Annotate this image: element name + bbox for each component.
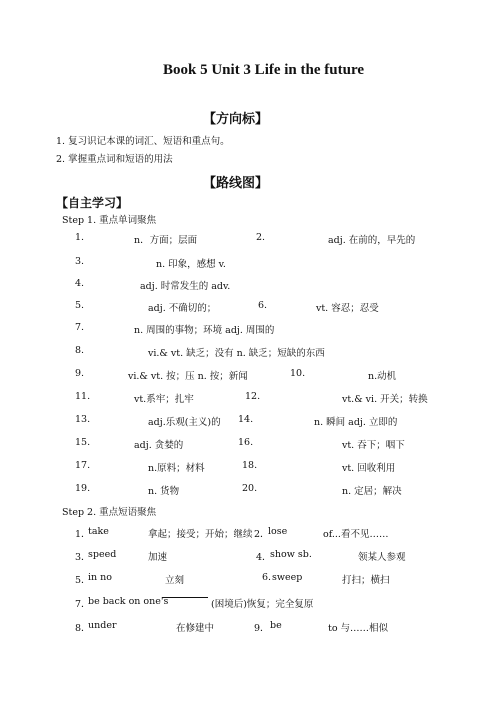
phrase-number: 4．: [256, 552, 272, 563]
vocab-number: 19.: [75, 483, 91, 494]
vocab-meaning: vt. 吞下；咽下: [342, 440, 405, 451]
phrase-number: 6.: [262, 572, 272, 583]
vocab-number: 1.: [75, 232, 85, 243]
vocab-number: 16.: [238, 437, 254, 448]
vocab-number: 15.: [75, 437, 91, 448]
vocab-meaning: vt. 回收利用: [342, 463, 396, 474]
phrase-word: be back on one's: [88, 596, 169, 607]
phrase-number: 7．: [75, 599, 91, 610]
vocab-meaning: adj. 贪婪的: [134, 440, 184, 451]
vocab-number: 17.: [75, 460, 91, 471]
phrase-word: be: [270, 620, 282, 631]
direction-heading: 【方向标】: [203, 112, 269, 127]
phrase-meaning: to 与……相似: [328, 623, 389, 634]
phrase-word: take: [88, 526, 109, 537]
vocab-number: 9.: [75, 368, 85, 379]
vocab-number: 14.: [238, 414, 254, 425]
roadmap-heading: 【路线图】: [203, 176, 269, 191]
vocab-meaning: n. 周围的事物；环境 adj. 周围的: [134, 325, 275, 336]
vocab-meaning: vi.& vt. 按；压 n. 按；新闻: [128, 371, 248, 382]
phrase-number: 2．: [254, 529, 270, 540]
step2-label: Step 2. 重点短语聚焦: [62, 507, 157, 518]
phrase-meaning: 在修建中: [176, 623, 215, 634]
phrase-meaning: 立刻: [165, 575, 185, 586]
vocab-number: 6.: [258, 300, 268, 311]
phrase-number: 3．: [75, 552, 91, 563]
phrase-word: in no: [88, 572, 113, 583]
vocab-number: 3.: [75, 256, 85, 267]
vocab-meaning: n.动机: [368, 371, 397, 382]
vocab-number: 8.: [75, 345, 85, 356]
phrase-meaning: 打扫；横扫: [342, 575, 390, 586]
vocab-meaning: n. 货物: [148, 486, 180, 497]
direction-item-2: 2. 掌握重点词和短语的用法: [56, 154, 173, 165]
phrase-meaning: 拿起；接受；开始；继续: [148, 529, 253, 540]
vocab-number: 4.: [75, 278, 85, 289]
phrase-word: speed: [88, 549, 117, 560]
answer-blank[interactable]: [162, 597, 208, 598]
vocab-number: 13.: [75, 414, 91, 425]
phrase-word: sweep: [272, 572, 303, 583]
vocab-number: 7.: [75, 322, 85, 333]
vocab-number: 5.: [75, 300, 85, 311]
phrase-meaning: 加速: [148, 552, 168, 563]
phrase-number: 8．: [75, 623, 91, 634]
vocab-meaning: vt.系牢；扎牢: [134, 394, 194, 405]
page-title: Book 5 Unit 3 Life in the future: [163, 62, 364, 78]
vocab-meaning: vt.& vi. 开关；转换: [342, 394, 428, 405]
vocab-meaning: n．方面；层面: [134, 235, 198, 246]
step1-label: Step 1. 重点单词聚焦: [62, 215, 157, 226]
phrase-word: show sb.: [270, 549, 312, 560]
phrase-word: lose: [268, 526, 288, 537]
vocab-number: 11.: [75, 391, 91, 402]
vocab-meaning: n.原料；材料: [148, 463, 205, 474]
vocab-number: 12.: [245, 391, 261, 402]
phrase-meaning: 领某人参观: [358, 552, 406, 563]
vocab-meaning: vt. 容忍；忍受: [316, 303, 379, 314]
phrase-number: 1．: [75, 529, 91, 540]
self-study-heading: 【自主学习】: [56, 196, 129, 210]
phrase-meaning: (困境后)恢复；完全复原: [211, 599, 314, 610]
direction-item-1: 1. 复习识记本课的词汇、短语和重点句。: [56, 136, 230, 147]
vocab-number: 2.: [256, 232, 266, 243]
phrase-meaning: of...看不见……: [323, 529, 389, 540]
vocab-meaning: n. 瞬间 adj. 立即的: [314, 417, 398, 428]
vocab-number: 20.: [242, 483, 258, 494]
vocab-number: 10.: [290, 368, 306, 379]
phrase-number: 9．: [254, 623, 270, 634]
vocab-number: 18.: [242, 460, 258, 471]
vocab-meaning: n. 定居；解决: [342, 486, 402, 497]
vocab-meaning: adj. 时常发生的 adv.: [140, 281, 231, 292]
vocab-meaning: adj.乐观(主义)的: [148, 417, 221, 428]
phrase-word: under: [88, 620, 117, 631]
vocab-meaning: vi.& vt. 缺乏；没有 n. 缺乏；短缺的东西: [148, 348, 325, 359]
phrase-number: 5．: [75, 575, 91, 586]
vocab-meaning: adj. 不确切的；: [148, 303, 217, 314]
vocab-meaning: n. 印象，感想 v.: [156, 259, 226, 270]
vocab-meaning: adj. 在前的，早先的: [328, 235, 416, 246]
